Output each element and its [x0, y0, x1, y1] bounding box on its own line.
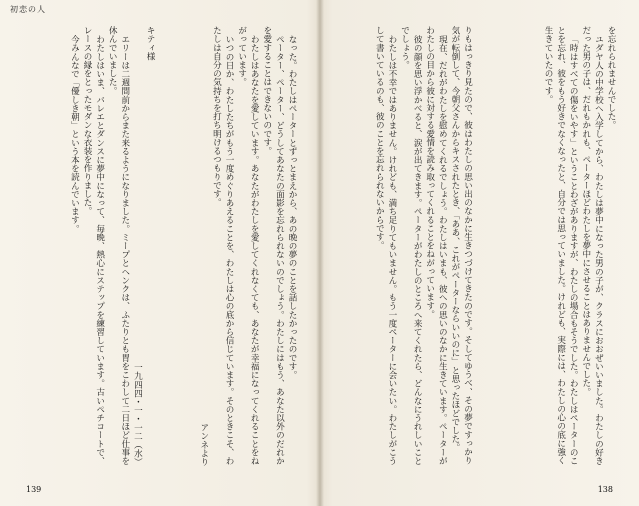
left-text-column-1 — [162, 26, 298, 466]
signature: アンネより — [198, 423, 209, 466]
paragraph: ユダヤ人の中学校へ入学してから、わたしは夢中になった男の子が、クラスにおおぜいいました。わたしの好きだった男の子は、だれもかれも、ペーターほどわたしを夢中にさせることはありませんでした。 — [580, 26, 604, 465]
left-text-column-2 — [20, 26, 156, 466]
paragraph: 彼の顔を思い浮かべると、涙が出てきます。ペーターがわたしのところへ来てくれたら、どんなにうれしいことでしょう。 — [399, 26, 423, 465]
paragraph: 「時はすべての傷をいやす」ということわざがありますが、わたしの場合もそうでした。わたしはペーターのことを忘れ、彼をもう好きでなくなったと、自分では思っていました。けれども、実際には、わたしの心の底に強く生きていたのです。 — [543, 26, 579, 465]
paragraph: を忘れられませんでした。 — [606, 26, 616, 130]
paragraph: エリーは二週間前からまた来るようになりました。ミープとヘンクは、ふたりとも胃をこわして二日ほど仕事を休んでいました。 — [107, 26, 130, 465]
entry-heading: キティ様 — [145, 26, 155, 61]
paragraph: ペーター、ペーター、どうしてあなたの面影を忘れられないのでしょう。わたしにはもう、あなた以外のだれかを愛することはできないのです。 — [261, 26, 285, 465]
paragraph: 今みんなで「優しき朝」という本を読んでいます。 — [69, 34, 80, 233]
page-number: 139 — [26, 485, 42, 494]
paragraph: わたしは不幸ではありません。けれども、満ち足りてもいません。もう一度ペーターに会いたい。わたしがこうして書いているのも、彼のことを忘れられないからです。 — [374, 26, 397, 465]
right-text-column-2 — [336, 26, 474, 466]
running-header: 初恋の人 — [10, 5, 46, 14]
paragraph: わたしはいま、バレエとダンスに夢中になって、毎晩、熱心にステップを練習しています。古いペチコートで、レースの縁をとったモダンな衣装を作りました。 — [82, 26, 105, 465]
right-text-column-1 — [480, 26, 618, 466]
paragraph: いつの日か、わたしたちがもう一度めぐりあえることを、わたしは心の底から信じています。そのときこそ、わたしは自分の気持ちを打ち明けるつもりです。 — [211, 26, 235, 465]
right-page — [322, 0, 639, 506]
right-page-text — [336, 26, 617, 466]
paragraph: なった。わたしはペーターとずっとまえから、あの晩の夢のことを話したかったのです。 — [287, 34, 297, 379]
page-number: 138 — [597, 485, 613, 494]
paragraph: りもはっきり見たので、彼はわたしの思い出のなかに生きつづけてきたのです。そしてゆうべ、その夢ですっかり気が転倒して、今朝父さんからキスされたとき、「ああ、これがペーターならいいのに」と思ったほどでした。 — [449, 26, 473, 465]
entry-date: 一九四四・一・一二（水） — [132, 362, 143, 466]
left-page — [0, 0, 318, 506]
paragraph: 現在、だれがわたしを慰めてくれるでしょう。わたしはいまも、彼への思いのなかに生きています。ペーターがわたしの目から彼に対する愛情を読み取ってくれることをねがっています。 — [424, 26, 448, 465]
left-page-text — [20, 26, 298, 466]
paragraph: わたしはあなたを愛しています。あなたがわたしを愛してくれなくても、あなたが幸福になってくれることをねがっています。 — [236, 26, 260, 465]
